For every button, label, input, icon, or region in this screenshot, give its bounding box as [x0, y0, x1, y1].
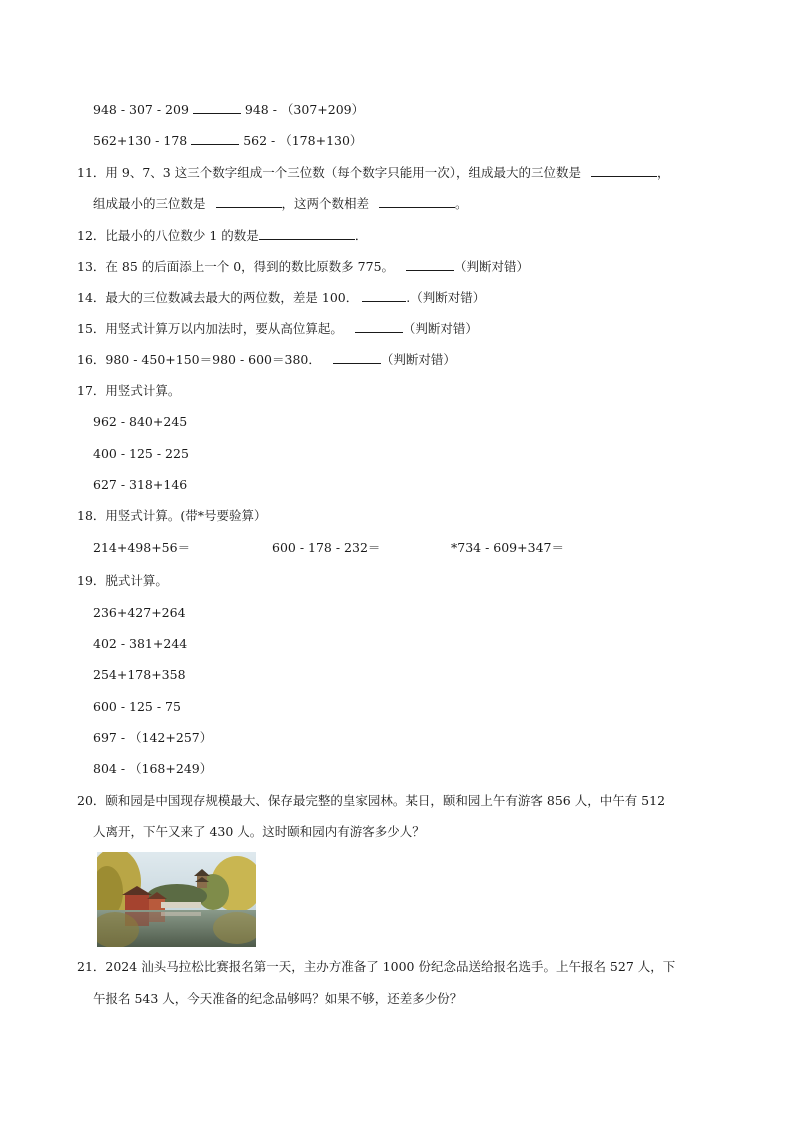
q20-line-2: 人离开，下午又来了 430 人。这时颐和园内有游客多少人？: [93, 824, 425, 839]
q16-text: 980 - 450+150＝980 - 600＝380．: [105, 352, 321, 367]
q13: [77, 258, 529, 276]
q21-line-1: [77, 958, 675, 976]
q20-line-1: [77, 792, 665, 810]
q10-comparison-b: [93, 132, 362, 150]
expression: 214+498+56＝: [93, 540, 191, 555]
answer-blank[interactable]: [193, 101, 241, 114]
expression: 697 - （142+257）: [93, 730, 213, 745]
q17-heading: [77, 382, 180, 400]
q16-judge: （判断对错）: [380, 352, 456, 367]
q10-a-right: 948 - （307+209）: [244, 102, 365, 117]
q11-line-1: [77, 164, 669, 182]
q11-end-1: ，: [656, 165, 670, 180]
answer-blank[interactable]: [362, 289, 406, 302]
answer-blank[interactable]: [333, 351, 381, 364]
expression: 236+427+264: [93, 605, 186, 620]
q11-line-2: [93, 195, 468, 213]
q21-line-2: 午报名 543 人，今天准备的纪念品够吗？如果不够，还差多少份？: [93, 991, 463, 1006]
q18-heading: [77, 507, 267, 525]
q13-judge: （判断对错）: [454, 259, 530, 274]
summer-palace-photo: [97, 852, 256, 947]
q15-text: 用竖式计算万以内加法时，要从高位算起。: [105, 321, 343, 336]
q19-heading: [77, 572, 168, 590]
q11-text-2: 组成最小的三位数是: [93, 196, 206, 211]
question-number: 21．: [77, 959, 106, 974]
q13-text: 在 85 的后面添上一个 0，得到的数比原数多 775。: [105, 259, 395, 274]
q14: [77, 289, 485, 307]
expression: 962 - 840+245: [93, 414, 188, 429]
expression: 254+178+358: [93, 667, 186, 682]
expression: *734 - 609+347＝: [451, 540, 564, 555]
question-number: 12．: [77, 228, 106, 243]
q14-text: 最大的三位数减去最大的两位数，差是 100．: [105, 290, 359, 305]
expression: 400 - 125 - 225: [93, 446, 189, 461]
q11-end-2: 。: [455, 196, 468, 211]
q21-text-1: 2024 汕头马拉松比赛报名第一天，主办方准备了 1000 份纪念品送给报名选手。上午报名 527 人，下: [105, 959, 676, 974]
q16: [77, 351, 456, 369]
q20-text-1: 颐和园是中国现存规模最大、保存最完整的皇家园林。某日，颐和园上午有游客 856 人，中午有 512: [105, 793, 666, 808]
expression: 402 - 381+244: [93, 636, 188, 651]
question-number: 15．: [77, 321, 106, 336]
q10-comparison-a: [93, 101, 364, 119]
q12: [77, 227, 367, 245]
expression: 804 - （168+249）: [93, 761, 213, 776]
question-number: 18．: [77, 508, 106, 523]
q12-text: 比最小的八位数少 1 的数是: [105, 228, 259, 243]
expression: 600 - 178 - 232＝: [272, 540, 381, 555]
q15: [77, 320, 478, 338]
q11-text-3: ，这两个数相差: [281, 196, 370, 211]
q18-text: 用竖式计算。(带*号要验算）: [105, 508, 267, 523]
q17-text: 用竖式计算。: [105, 383, 181, 398]
question-number: 14．: [77, 290, 106, 305]
answer-blank[interactable]: [355, 320, 403, 333]
answer-blank[interactable]: [406, 258, 454, 271]
q15-judge: （判断对错）: [402, 321, 478, 336]
question-number: 20．: [77, 793, 106, 808]
question-number: 13．: [77, 259, 106, 274]
q11-text-1: 用 9、7、3 这三个数字组成一个三位数（每个数字只能用一次），组成最大的三位数是: [105, 165, 581, 180]
expression: 600 - 125 - 75: [93, 699, 181, 714]
q10-b-right: 562 - （178+130）: [243, 133, 363, 148]
answer-blank[interactable]: [191, 132, 239, 145]
question-number: 17．: [77, 383, 106, 398]
q10-b-left: 562+130 - 178: [93, 133, 188, 148]
q10-a-left: 948 - 307 - 209: [93, 102, 189, 117]
answer-blank[interactable]: [591, 164, 657, 177]
question-number: 16．: [77, 352, 106, 367]
q14-judge: .（判断对错）: [406, 290, 486, 305]
expression: 627 - 318+146: [93, 477, 188, 492]
answer-blank[interactable]: [379, 195, 455, 208]
q12-end: ．: [354, 228, 368, 243]
answer-blank[interactable]: [216, 195, 282, 208]
q19-text: 脱式计算。: [105, 573, 168, 588]
answer-blank[interactable]: [259, 227, 355, 240]
question-number: 19．: [77, 573, 106, 588]
question-number: 11．: [77, 165, 106, 180]
